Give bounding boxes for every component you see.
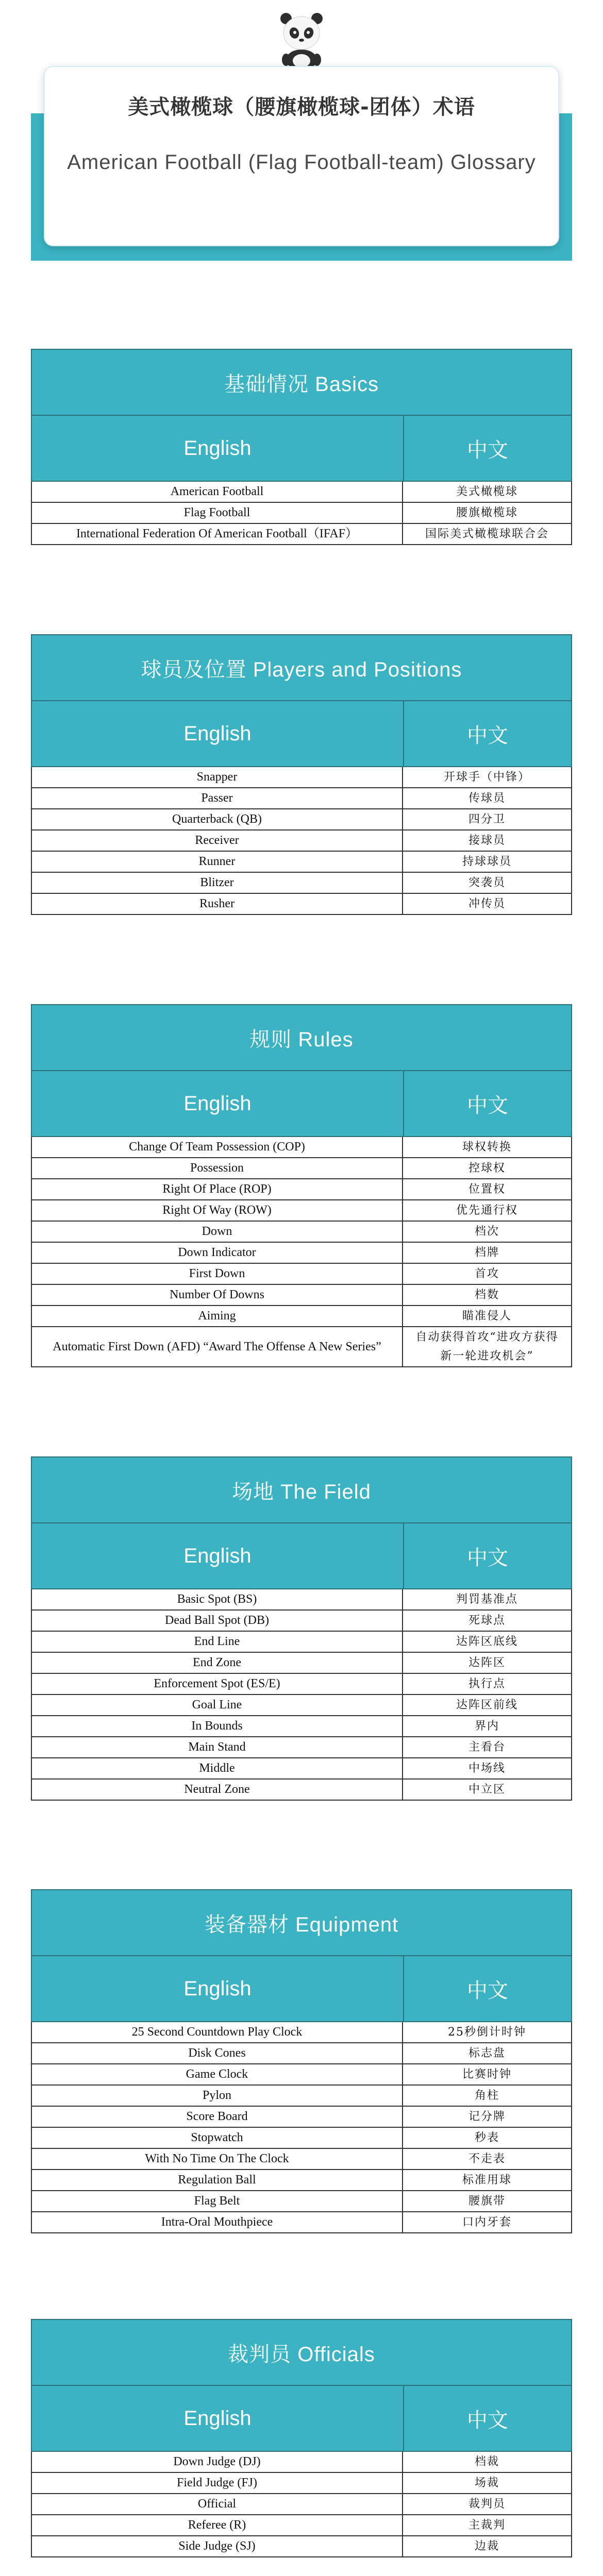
term-chinese: 25秒倒计时钟: [448, 2026, 526, 2039]
term-english: Field Judge (FJ): [32, 2473, 403, 2493]
table-row: [32, 2452, 571, 2473]
term-english: Intra-Oral Mouthpiece: [32, 2212, 403, 2232]
term-chinese: 判罚基准点: [456, 1593, 518, 1606]
term-english: Pylon: [32, 2086, 403, 2106]
section-players-and-positions: [31, 634, 572, 915]
table-header: [31, 700, 572, 767]
term-chinese: 比赛时钟: [462, 2068, 512, 2081]
term-chinese: 不走表: [468, 2153, 506, 2165]
table-row: [32, 2536, 571, 2557]
section-rules: [31, 1004, 572, 1367]
term-chinese: 记分牌: [468, 2110, 506, 2123]
term-english: Snapper: [32, 767, 403, 787]
term-english: Runner: [32, 852, 403, 872]
term-english: With No Time On The Clock: [32, 2149, 403, 2169]
term-chinese: 达阵区前线: [456, 1699, 518, 1711]
table-row: [32, 2494, 571, 2515]
term-english: Blitzer: [32, 873, 403, 893]
table-row: [32, 1589, 571, 1611]
table-row: [32, 1327, 571, 1367]
term-chinese: 标准用球: [462, 2174, 512, 2187]
term-english: Receiver: [32, 831, 403, 851]
table-header: [31, 2385, 572, 2452]
section-title: 规则 Rules: [31, 1004, 572, 1070]
term-chinese: 持球球员: [462, 855, 512, 868]
term-chinese: 档数: [474, 1289, 499, 1301]
term-chinese: 腰旗橄榄球: [456, 506, 518, 519]
title-english: American Football (Flag Football-team) Glossary: [67, 151, 536, 174]
term-english: Possession: [32, 1158, 403, 1178]
table-header: [31, 1070, 572, 1137]
table-row: [32, 788, 571, 809]
table-row: [32, 2064, 571, 2086]
term-english: Goal Line: [32, 1695, 403, 1715]
term-english: Disk Cones: [32, 2043, 403, 2063]
term-chinese: 主看台: [468, 1741, 506, 1754]
table-row: [32, 1737, 571, 1758]
term-chinese: 开球手（中锋）: [443, 771, 530, 784]
table-row: [32, 1716, 571, 1737]
table-row: [32, 1158, 571, 1179]
term-chinese: 国际美式橄榄球联合会: [425, 528, 549, 540]
term-chinese: 优先通行权: [456, 1204, 518, 1217]
term-english: International Federation Of American Football（IFAF）: [32, 524, 403, 544]
column-chinese: 中文: [467, 1546, 508, 1569]
table-row: [32, 1306, 571, 1327]
table-row: [32, 1758, 571, 1780]
term-english: Referee (R): [32, 2515, 403, 2535]
section-title: 裁判员 Officials: [31, 2319, 572, 2385]
term-english: Down: [32, 1222, 403, 1242]
term-chinese: 标志盘: [468, 2047, 506, 2060]
term-english: Flag Belt: [32, 2191, 403, 2211]
table-row: [32, 524, 571, 545]
term-chinese: 场裁: [474, 2477, 499, 2489]
table-row: [32, 2473, 571, 2494]
term-chinese: 四分卫: [468, 813, 506, 826]
term-english: Right Of Way (ROW): [32, 1200, 403, 1221]
term-chinese: 中场线: [468, 1762, 506, 1775]
section-title: 球员及位置 Players and Positions: [31, 634, 572, 700]
table-row: [32, 1179, 571, 1200]
term-chinese: 自动获得首攻“进攻方获得新一轮进攻机会”: [415, 1331, 559, 1363]
term-chinese: 死球点: [468, 1614, 506, 1627]
table-row: [32, 1137, 571, 1158]
column-chinese: 中文: [467, 2409, 508, 2432]
term-chinese: 首攻: [474, 1267, 499, 1280]
term-english: Down Judge (DJ): [32, 2452, 403, 2472]
term-chinese: 控球权: [468, 1162, 506, 1175]
term-chinese: 秒表: [474, 2131, 499, 2144]
section-the-field: [31, 1456, 572, 1801]
term-chinese: 口内牙套: [462, 2216, 512, 2229]
term-chinese: 达阵区底线: [456, 1635, 518, 1648]
table-row: [32, 2128, 571, 2149]
table-row: [32, 1674, 571, 1695]
table-row: [32, 1653, 571, 1674]
term-english: Stopwatch: [32, 2128, 403, 2148]
table-row: [32, 1264, 571, 1285]
term-chinese: 接球员: [468, 834, 506, 847]
table-row: [32, 2107, 571, 2128]
table-row: [32, 873, 571, 894]
term-chinese: 腰旗带: [468, 2195, 506, 2208]
term-chinese: 档牌: [474, 1246, 499, 1259]
table-row: [32, 1200, 571, 1222]
term-english: First Down: [32, 1264, 403, 1284]
table-header: [31, 1955, 572, 2022]
term-chinese: 球权转换: [462, 1141, 512, 1154]
term-english: End Zone: [32, 1653, 403, 1673]
term-english: Aiming: [32, 1306, 403, 1326]
table-row: [32, 894, 571, 915]
term-english: Enforcement Spot (ES/E): [32, 1674, 403, 1694]
table-row: [32, 2086, 571, 2107]
section-officials: [31, 2319, 572, 2557]
term-english: Middle: [32, 1758, 403, 1778]
term-chinese: 传球员: [468, 792, 506, 805]
column-chinese: 中文: [467, 438, 508, 462]
table-row: [32, 1222, 571, 1243]
term-chinese: 位置权: [468, 1183, 506, 1196]
table-row: [32, 852, 571, 873]
table-row: [32, 503, 571, 524]
term-chinese: 档次: [474, 1225, 499, 1238]
section-basics: [31, 349, 572, 545]
table-row: [32, 2043, 571, 2064]
term-chinese: 美式橄榄球: [456, 485, 518, 498]
term-english: Right Of Place (ROP): [32, 1179, 403, 1199]
table-row: [32, 1243, 571, 1264]
term-english: Quarterback (QB): [32, 809, 403, 829]
term-english: Change Of Team Possession (COP): [32, 1137, 403, 1157]
term-chinese: 档裁: [474, 2455, 499, 2468]
table-row: [32, 2170, 571, 2191]
term-english: Official: [32, 2494, 403, 2514]
term-english: In Bounds: [32, 1716, 403, 1736]
column-chinese: 中文: [467, 1094, 508, 1117]
column-chinese: 中文: [467, 724, 508, 747]
table-row: [32, 2191, 571, 2212]
table-header: [31, 415, 572, 482]
table-row: [32, 1632, 571, 1653]
table-row: [32, 2022, 571, 2043]
column-english: English: [32, 416, 404, 481]
term-english: Score Board: [32, 2107, 403, 2127]
section-title: 场地 The Field: [31, 1456, 572, 1522]
column-chinese: 中文: [467, 1979, 508, 2002]
term-english: Main Stand: [32, 1737, 403, 1757]
term-english: Side Judge (SJ): [32, 2536, 403, 2556]
table-row: [32, 482, 571, 503]
table-row: [32, 1780, 571, 1801]
table-row: [32, 831, 571, 852]
title-chinese: 美式橄榄球（腰旗橄榄球-团体）术语: [128, 95, 475, 119]
term-chinese: 突袭员: [468, 876, 506, 889]
term-english: 25 Second Countdown Play Clock: [32, 2022, 403, 2042]
column-english: English: [32, 2386, 404, 2451]
term-english: Dead Ball Spot (DB): [32, 1611, 403, 1631]
term-english: Number Of Downs: [32, 1285, 403, 1305]
panda-mascot-icon: [276, 10, 327, 71]
term-chinese: 中立区: [468, 1783, 506, 1796]
term-english: Rusher: [32, 894, 403, 914]
table-row: [32, 1695, 571, 1716]
column-english: English: [32, 1523, 404, 1588]
column-english: English: [32, 1956, 404, 2021]
term-chinese: 瞄准侵人: [462, 1310, 512, 1323]
term-english: Neutral Zone: [32, 1780, 403, 1800]
title-card: [44, 66, 559, 246]
table-row: [32, 2515, 571, 2536]
term-chinese: 达阵区: [468, 1656, 506, 1669]
term-english: Basic Spot (BS): [32, 1589, 403, 1609]
term-english: Automatic First Down (AFD) “Award The Offense A New Series”: [32, 1327, 403, 1366]
column-english: English: [32, 701, 404, 766]
section-title: 基础情况 Basics: [31, 349, 572, 415]
term-chinese: 界内: [474, 1720, 499, 1733]
table-row: [32, 809, 571, 831]
table-row: [32, 2212, 571, 2233]
table-row: [32, 767, 571, 788]
column-english: English: [32, 1071, 404, 1136]
table-row: [32, 1611, 571, 1632]
term-chinese: 主裁判: [468, 2519, 506, 2532]
section-title: 装备器材 Equipment: [31, 1889, 572, 1955]
section-equipment: [31, 1889, 572, 2233]
term-english: American Football: [32, 482, 403, 502]
table-row: [32, 2149, 571, 2170]
table-row: [32, 1285, 571, 1306]
term-english: Regulation Ball: [32, 2170, 403, 2190]
term-english: Game Clock: [32, 2064, 403, 2084]
table-header: [31, 1522, 572, 1589]
term-english: Down Indicator: [32, 1243, 403, 1263]
term-chinese: 边裁: [474, 2540, 499, 2553]
term-chinese: 冲传员: [468, 897, 506, 910]
term-english: End Line: [32, 1632, 403, 1652]
term-chinese: 角柱: [474, 2089, 499, 2102]
term-chinese: 裁判员: [468, 2498, 506, 2511]
term-chinese: 执行点: [468, 1677, 506, 1690]
term-english: Flag Football: [32, 503, 403, 523]
term-english: Passer: [32, 788, 403, 808]
